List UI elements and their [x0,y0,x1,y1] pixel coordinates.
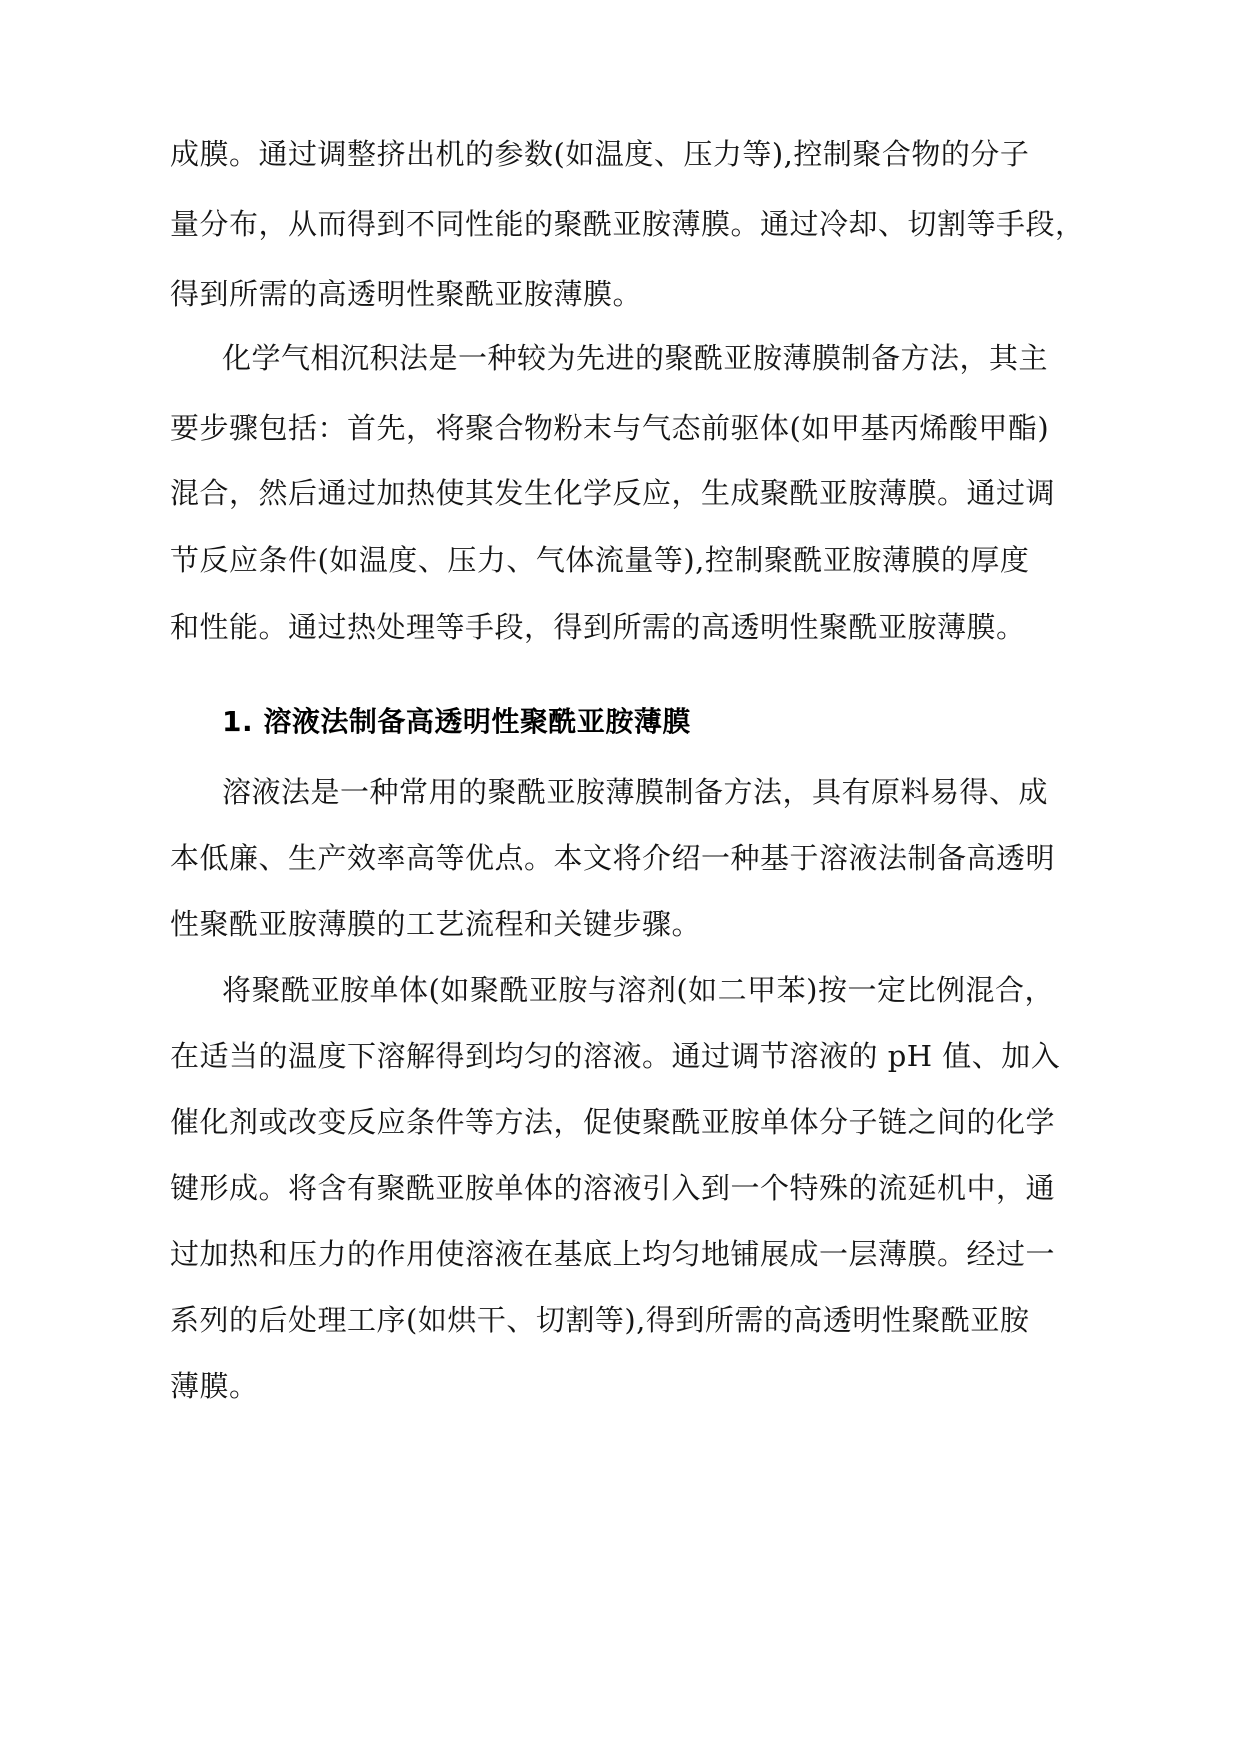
paragraph-3-line-2: 本低廉、生产效率高等优点。本文将介绍一种基于溶液法制备高透明 [170,841,1056,875]
paragraph-1-line-2: 量分布，从而得到不同性能的聚酰亚胺薄膜。通过冷却、切割等手段， [170,207,1085,241]
paragraph-1-line-3: 得到所需的高透明性聚酰亚胺薄膜。 [170,277,643,311]
section-heading: 1. 溶液法制备高透明性聚酰亚胺薄膜 [222,705,691,738]
paragraph-3-line-1: 溶液法是一种常用的聚酰亚胺薄膜制备方法，具有原料易得、成 [222,775,1049,809]
paragraph-4-line-6: 系列的后处理工序(如烘干、切割等),得到所需的高透明性聚酰亚胺 [170,1303,1030,1337]
paragraph-2-line-3: 混合，然后通过加热使其发生化学反应，生成聚酰亚胺薄膜。通过调 [170,476,1056,510]
paragraph-4-line-5: 过加热和压力的作用使溶液在基底上均匀地铺展成一层薄膜。经过一 [170,1237,1056,1271]
paragraph-1-line-1: 成膜。通过调整挤出机的参数(如温度、压力等),控制聚合物的分子 [170,137,1030,171]
paragraph-4-line-3: 催化剂或改变反应条件等方法，促使聚酰亚胺单体分子链之间的化学 [170,1105,1056,1139]
paragraph-4-line-1: 将聚酰亚胺单体(如聚酰亚胺与溶剂(如二甲苯)按一定比例混合， [222,973,1054,1007]
paragraph-4-line-2: 在适当的温度下溶解得到均匀的溶液。通过调节溶液的 pH 值、加入 [170,1039,1061,1073]
paragraph-2-line-4: 节反应条件(如温度、压力、气体流量等),控制聚酰亚胺薄膜的厚度 [170,543,1030,577]
paragraph-2-line-2: 要步骤包括：首先，将聚合物粉末与气态前驱体(如甲基丙烯酸甲酯) [170,411,1050,445]
paragraph-2-line-1: 化学气相沉积法是一种较为先进的聚酰亚胺薄膜制备方法，其主 [222,341,1049,375]
paragraph-3-line-3: 性聚酰亚胺薄膜的工艺流程和关键步骤。 [170,907,702,941]
paragraph-4-line-4: 键形成。将含有聚酰亚胺单体的溶液引入到一个特殊的流延机中，通 [170,1171,1056,1205]
paragraph-2-line-5: 和性能。通过热处理等手段，得到所需的高透明性聚酰亚胺薄膜。 [170,610,1026,644]
paragraph-4-line-7: 薄膜。 [170,1369,259,1403]
